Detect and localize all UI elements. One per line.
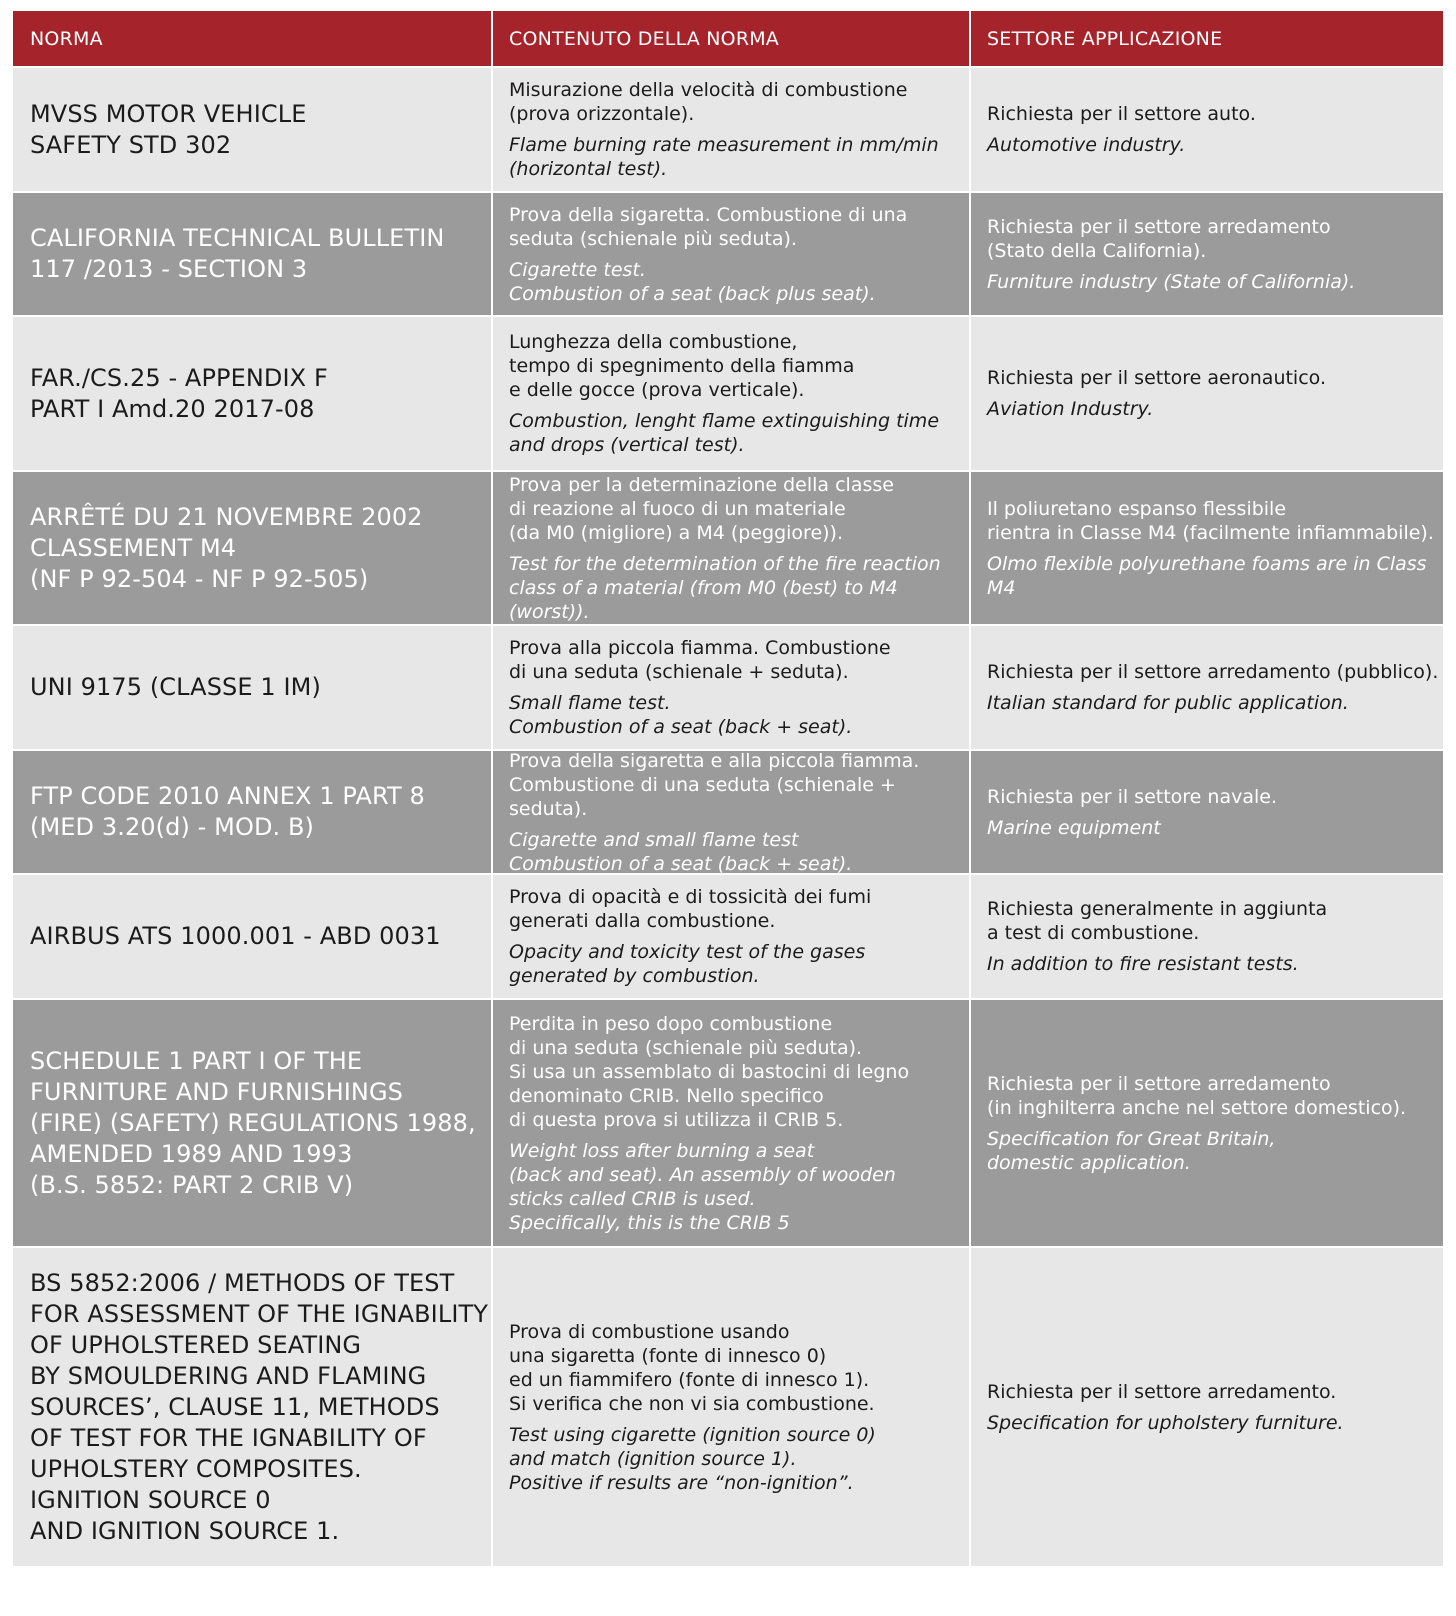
norma-text: MVSS MOTOR VEHICLE SAFETY STD 302 [30,99,307,159]
contenuto-cell [493,68,971,191]
table-row [13,873,1443,998]
contenuto-cell [493,193,971,315]
norma-text: SCHEDULE 1 PART I OF THE FURNITURE AND FURNISHINGS (FIRE) (SAFETY) REGULATIONS 1988, AMENDED 1989 AND 1993 (B.S. 5852: PART 2 CRIB V) [30,1046,476,1199]
header-settore: SETTORE APPLICAZIONE [987,27,1223,50]
settore-en: Specification for upholstery furniture. [987,1411,1344,1434]
contenuto-it: Prova alla piccola fiamma. Combustione di una seduta (schienale + seduta). [509,637,891,683]
norma-text: UNI 9175 (CLASSE 1 IM) [30,673,321,701]
settore-en: Aviation Industry. [987,398,1154,420]
norma-text: FAR./CS.25 - APPENDIX F PART I Amd.20 2017-08 [30,363,328,423]
settore-it: Richiesta per il settore aeronautico. [987,367,1326,389]
norma-cell [13,193,493,315]
settore-cell [971,875,1443,998]
contenuto-it: Perdita in peso dopo combustione di una seduta (schienale più seduta). Si usa un assemblato di bastocini di legno denominato CRIB. Nello specifico di questa prova si utilizza il CRIB 5. [509,1012,910,1131]
norma-text: FTP CODE 2010 ANNEX 1 PART 8 (MED 3.20(d) - MOD. B) [30,782,425,841]
norma-cell [13,317,493,470]
contenuto-it: Misurazione della velocità di combustione (prova orizzontale). [509,79,908,125]
contenuto-cell [493,317,971,470]
settore-cell [971,472,1443,624]
norma-cell [13,875,493,998]
norma-text: AIRBUS ATS 1000.001 - ABD 0031 [30,922,441,950]
settore-cell [971,751,1443,873]
contenuto-cell [493,472,971,624]
settore-it: Il poliuretano espanso flessibile rientra in Classe M4 (facilmente infiammabile). [987,497,1434,544]
settore-it: Richiesta per il settore arredamento. [987,1380,1337,1403]
settore-cell [971,626,1443,749]
table-row [13,749,1443,873]
settore-en: Italian standard for public application. [987,692,1349,714]
contenuto-en: Test using cigarette (ignition source 0) and match (ignition source 1). Positive if results are “non-ignition”. [509,1423,876,1494]
settore-it: Richiesta per il settore arredamento (Stato della California). [987,215,1331,262]
settore-it: Richiesta per il settore navale. [987,785,1277,808]
norma-cell [13,1248,493,1566]
settore-en: Specification for Great Britain, domestic application. [987,1127,1276,1174]
contenuto-it: Lunghezza della combustione, tempo di spegnimento della fiamma e delle gocce (prova verticale). [509,331,855,401]
settore-en: Furniture industry (State of California). [987,270,1356,293]
contenuto-it: Prova per la determinazione della classe di reazione al fuoco di un materiale (da M0 (migliore) a M4 (peggiore)). [509,473,894,544]
norma-cell [13,68,493,191]
norma-text: CALIFORNIA TECHNICAL BULLETIN 117 /2013 - SECTION 3 [30,224,445,283]
settore-cell [971,1248,1443,1566]
settore-it: Richiesta per il settore arredamento (pubblico). [987,661,1439,683]
settore-cell [971,317,1443,470]
norma-cell [13,472,493,624]
table-row [13,315,1443,470]
table-row [13,470,1443,624]
contenuto-it: Prova di opacità e di tossicità dei fumi generati dalla combustione. [509,886,872,932]
settore-it: Richiesta per il settore auto. [987,103,1256,125]
settore-cell [971,1000,1443,1246]
settore-it: Richiesta per il settore arredamento (in inghilterra anche nel settore domestico). [987,1072,1407,1119]
contenuto-en: Test for the determination of the fire reaction class of a material (from M0 (best) to M4 (worst)). [509,552,941,623]
header-contenuto: CONTENUTO DELLA NORMA [493,11,971,66]
contenuto-cell [493,751,971,873]
contenuto-en: Flame burning rate measurement in mm/min (horizontal test). [509,134,939,180]
table-row [13,191,1443,315]
norma-cell [13,1000,493,1246]
contenuto-it: Prova della sigaretta e alla piccola fiamma. Combustione di una seduta (schienale + seduta). [509,749,920,820]
norma-cell [13,751,493,873]
contenuto-en: Cigarette and small flame test Combustion of a seat (back + seat). [509,828,853,875]
contenuto-en: Small flame test. Combustion of a seat (back + seat). [509,692,853,738]
settore-cell [971,193,1443,315]
norms-table [13,11,1443,1566]
contenuto-cell [493,1000,971,1246]
norma-cell [13,626,493,749]
settore-en: In addition to fire resistant tests. [987,953,1299,975]
contenuto-en: Weight loss after burning a seat (back and seat). An assembly of wooden sticks called CRIB is used. Specifically, this is the CRIB 5 [509,1139,896,1234]
table-row [13,998,1443,1246]
norma-text: BS 5852:2006 / METHODS OF TEST FOR ASSESSMENT OF THE IGNABILITY OF UPHOLSTERED SEATING BY SMOULDERING AND FLAMING SOURCES’, CLAUSE 11, METHODS OF TEST FOR THE IGNABILITY OF UPHOLSTERY COMPOSITES. IGNITION SOURCE 0 AND IGNITION SOURCE 1. [30,1268,489,1545]
contenuto-cell [493,1248,971,1566]
table-header [13,11,1443,66]
settore-en: Olmo flexible polyurethane foams are in Class M4 [987,552,1427,599]
contenuto-en: Opacity and toxicity test of the gases generated by combustion. [509,941,866,987]
contenuto-it: Prova di combustione usando una sigaretta (fonte di innesco 0) ed un fiammifero (fonte di innesco 1). Si verifica che non vi sia combustione. [509,1320,875,1415]
contenuto-cell [493,626,971,749]
table-row [13,624,1443,749]
settore-en: Automotive industry. [987,134,1186,156]
contenuto-cell [493,875,971,998]
contenuto-en: Cigarette test. Combustion of a seat (back plus seat). [509,258,876,305]
contenuto-en: Combustion, lenght flame extinguishing time and drops (vertical test). [509,410,940,456]
settore-it: Richiesta generalmente in aggiunta a test di combustione. [987,898,1328,944]
norma-text: ARRÊTÉ DU 21 NOVEMBRE 2002 CLASSEMENT M4 (NF P 92-504 - NF P 92-505) [30,502,423,593]
header-norma: NORMA [13,11,493,66]
table-row [13,66,1443,191]
settore-cell [971,68,1443,191]
settore-en: Marine equipment [987,816,1161,839]
table-row [13,1246,1443,1566]
contenuto-it: Prova della sigaretta. Combustione di una seduta (schienale più seduta). [509,203,908,250]
